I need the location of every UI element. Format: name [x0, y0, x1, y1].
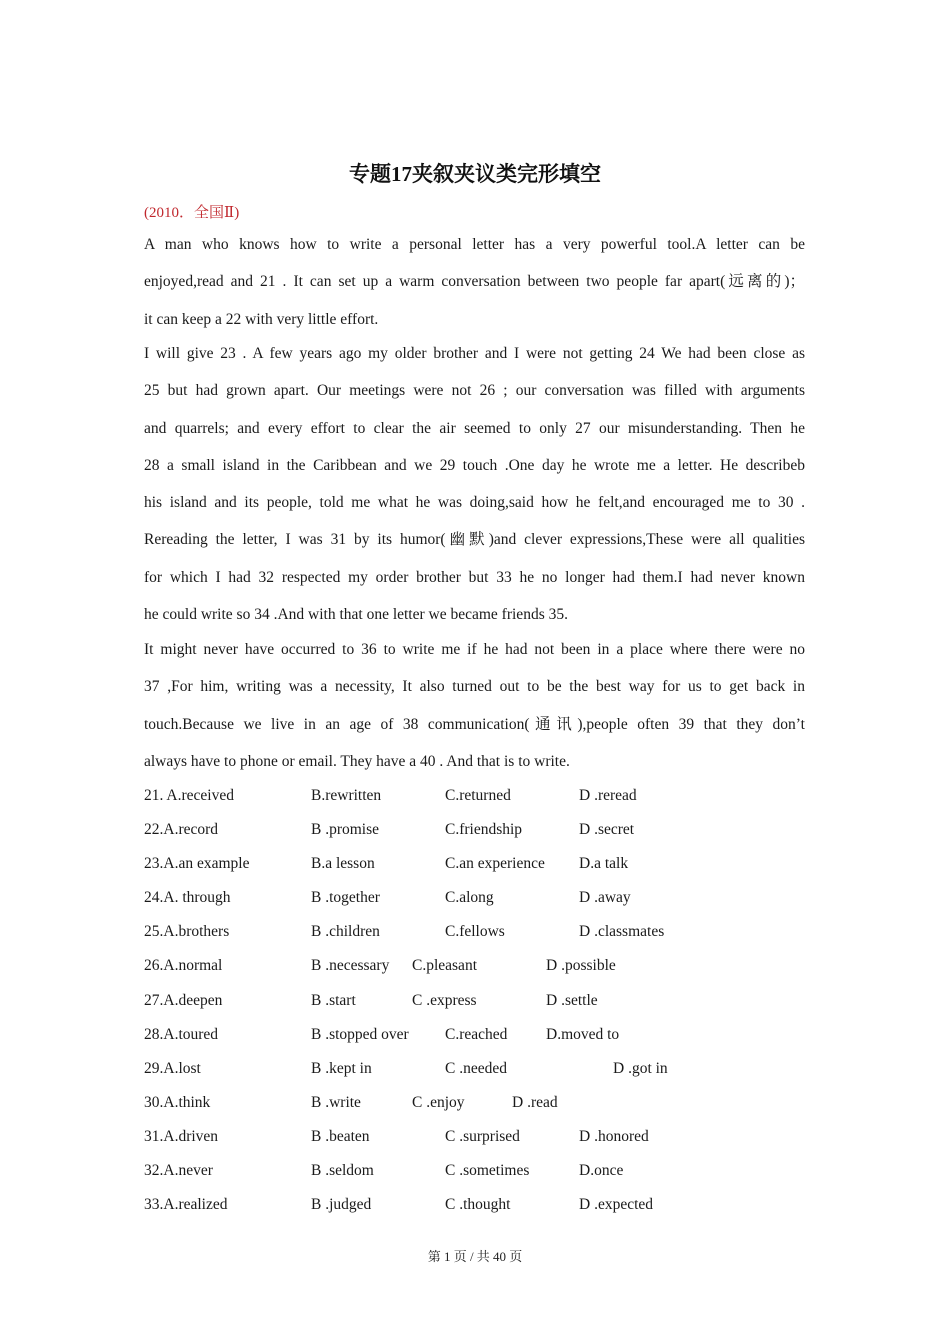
option-b: B .together [311, 889, 380, 907]
passage-paragraph-2 [144, 335, 805, 633]
option-d: D .reread [579, 787, 637, 804]
option-row [144, 1018, 805, 1052]
option-d: D .honored [579, 1127, 649, 1145]
passage-line: for which I had 32 respected my order brother but 33 he no longer had them.I had never known [144, 568, 805, 586]
option-c: C .sometimes [445, 1162, 530, 1180]
option-b: B .beaten [311, 1127, 370, 1145]
option-d: D .expected [579, 1196, 654, 1214]
passage-line: his island and its people, told me what he was doing,said how he felt,and encouraged me to 30 . [144, 494, 805, 512]
option-d: D .got in [613, 1059, 668, 1077]
option-row [144, 1120, 805, 1154]
option-c: C.friendship [445, 821, 523, 839]
option-d: D.a talk [579, 855, 629, 873]
option-a: 22.A.record [144, 821, 219, 839]
option-a: 31.A.driven [144, 1127, 219, 1145]
option-b: B .kept in [311, 1059, 372, 1077]
option-c: C.along [445, 889, 494, 907]
passage-line: 37 ,For him, writing was a necessity, It also turned out to be the best way for us to get back in [144, 678, 805, 696]
option-c: C.returned [445, 787, 511, 804]
option-b: B .start [311, 991, 356, 1009]
option-b: B .necessary [311, 957, 390, 975]
option-b: B .seldom [311, 1162, 374, 1180]
option-a: 25.A.brothers [144, 923, 230, 941]
passage-line: A man who knows how to write a personal letter has a very powerful tool.A letter can be [144, 236, 805, 253]
option-b: B.rewritten [311, 787, 382, 804]
option-c: C.fellows [445, 923, 505, 941]
option-d: D.once [579, 1162, 624, 1180]
passage-line: It might never have occurred to 36 to write me if he had not been in a place where there were no [144, 641, 805, 658]
option-b: B .write [311, 1093, 361, 1111]
passage-line: he could write so 34 .And with that one letter we became friends 35. [144, 606, 568, 624]
option-d: D .read [512, 1093, 558, 1111]
option-b: B.a lesson [311, 855, 375, 873]
option-row [144, 779, 805, 813]
option-a: 29.A.lost [144, 1059, 201, 1077]
option-row [144, 984, 805, 1018]
option-b: B .stopped over [311, 1025, 409, 1043]
option-d: D .possible [546, 957, 616, 975]
option-d: D .away [579, 889, 631, 907]
option-c: C.reached [445, 1025, 508, 1043]
option-row [144, 1154, 805, 1188]
passage-line: it can keep a 22 with very little effort. [144, 310, 379, 328]
option-b: B .promise [311, 821, 380, 839]
option-a: 24.A. through [144, 889, 231, 907]
option-c: C .express [412, 991, 477, 1009]
passage-paragraph-3 [144, 631, 805, 780]
option-d: D .classmates [579, 923, 665, 941]
option-c: C .thought [445, 1196, 511, 1214]
passage-line: enjoyed,read and 21 . It can set up a warm conversation between two people far apart(远离的)； [144, 273, 805, 291]
option-row [144, 949, 805, 983]
option-a: 27.A.deepen [144, 991, 223, 1009]
option-row [144, 1086, 805, 1120]
option-d: D .settle [546, 991, 598, 1009]
passage-paragraph-1 [144, 226, 805, 338]
option-c: C .enjoy [412, 1093, 465, 1111]
option-row [144, 813, 805, 847]
option-row [144, 915, 805, 949]
passage-line: always have to phone or email. They have a 40 . And that is to write. [144, 752, 570, 770]
option-c: C.pleasant [412, 957, 477, 975]
option-row [144, 1052, 805, 1086]
option-c: C.an experience [445, 855, 545, 873]
option-d: D.moved to [546, 1025, 620, 1043]
option-row [144, 847, 805, 881]
option-a: 33.A.realized [144, 1196, 228, 1214]
option-b: B .judged [311, 1196, 372, 1214]
passage-line: touch.Because we live in an age of 38 communication(通讯),people often 39 that they don’t [144, 715, 805, 733]
option-a: 21. A.received [144, 787, 234, 804]
passage-line: I will give 23 . A few years ago my older brother and I were not getting 24 We had been close as [144, 345, 805, 362]
option-b: B .children [311, 923, 380, 941]
passage-line: 28 a small island in the Caribbean and we 29 touch .One day he wrote me a letter. He describeb [144, 456, 805, 474]
option-a: 32.A.never [144, 1162, 213, 1180]
option-c: C .surprised [445, 1127, 520, 1145]
passage-line: and quarrels; and every effort to clear the air seemed to only 27 our misunderstanding. Then he [144, 419, 805, 437]
passage-line: 25 but had grown apart. Our meetings were not 26 ; our conversation was filled with arguments [144, 382, 805, 400]
source-label: (2010．全国Ⅱ) [144, 205, 240, 221]
page-title: 专题17夹叙夹议类完形填空 [349, 162, 601, 186]
option-c: C .needed [445, 1059, 507, 1077]
answer-options [144, 779, 805, 1222]
option-a: 23.A.an example [144, 855, 250, 873]
option-row [144, 881, 805, 915]
option-row [144, 1188, 805, 1222]
page-footer: 第 1 页 / 共 40 页 [427, 1249, 523, 1264]
option-a: 30.A.think [144, 1093, 211, 1111]
passage-line: Rereading the letter, I was 31 by its humor(幽默)and clever expressions,These were all qualities [144, 531, 805, 549]
option-d: D .secret [579, 821, 635, 839]
option-a: 26.A.normal [144, 957, 223, 975]
option-a: 28.A.toured [144, 1025, 219, 1043]
